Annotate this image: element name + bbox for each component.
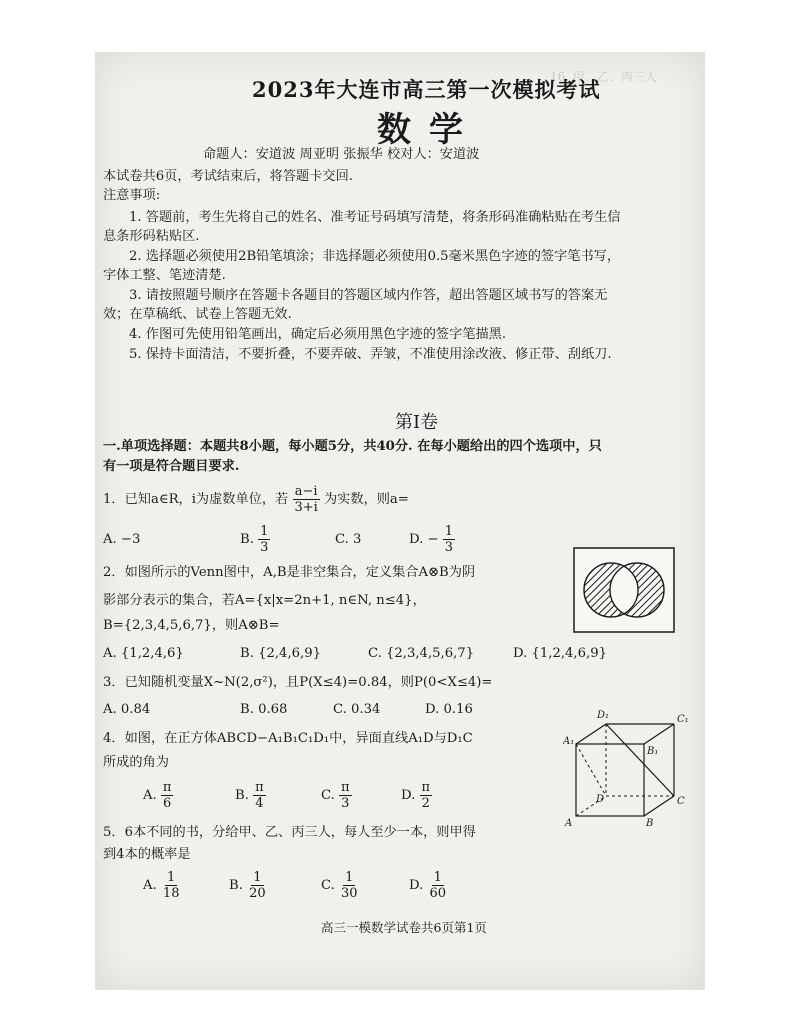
q4-option-a [143, 780, 173, 811]
q2-option-a: A. {1,2,4,6} [103, 646, 184, 661]
q4-option-b-frac [253, 780, 266, 811]
cube-label-c: C [677, 796, 685, 807]
notice-item-3b: 效；在草稿纸、试卷上答题无效. [103, 307, 292, 322]
notice-item-2b: 字体工整、笔迹清楚. [103, 268, 226, 283]
authors-line: 命题人：安道波 周亚明 张振华 校对人：安道波 [203, 147, 480, 162]
q4-option-b-den: 4 [255, 796, 264, 811]
notice-item-1a: 1. 答题前，考生先将自己的姓名、准考证号码填写清楚，将条形码准确粘贴在考生信 [129, 210, 621, 225]
q5-option-d-frac [428, 870, 449, 901]
venn-diagram [573, 547, 675, 633]
notice-heading: 注意事项: [103, 188, 161, 203]
exam-title: 2023年大连市高三第一次模拟考试 [252, 77, 601, 102]
cube-label-d: D [596, 794, 605, 805]
q4-option-c-num: π [341, 780, 350, 795]
q4-option-d-frac [420, 780, 433, 811]
q5-option-a-frac [161, 870, 182, 901]
q5-line2: 到4本的概率是 [103, 847, 191, 862]
q5-option-d-num: 1 [433, 870, 442, 885]
page-footer: 高三一模数学试卷共6页第1页 [321, 920, 487, 935]
q5-option-c [321, 870, 360, 901]
q5-option-d-den: 60 [429, 886, 447, 901]
q3-option-d: D. 0.16 [425, 702, 473, 717]
part1-line2: 有一项是符合题目要求. [103, 459, 240, 474]
q4-option-c-label: C. [321, 788, 335, 803]
q2-option-c: C. {2,3,4,5,6,7} [368, 646, 475, 661]
q4-option-c-frac [339, 780, 352, 811]
q2-option-b: B. {2,4,6,9} [240, 646, 321, 661]
q4-option-a-den: 6 [163, 796, 172, 811]
q5-option-a-label: A. [143, 878, 157, 893]
q4-option-c [321, 780, 352, 811]
bleed-through-text: 16. 甲、乙、丙三人 [550, 70, 657, 84]
q5-line1: 5．6本不同的书，分给甲、乙、丙三人，每人至少一本，则甲得 [103, 825, 476, 840]
q1-frac-den: 3+i [294, 500, 318, 515]
cube-label-c1: C₁ [677, 714, 689, 725]
cube-edge-bc [644, 796, 674, 816]
q4-option-b [235, 780, 266, 811]
q1-option-d-num: 1 [444, 524, 454, 539]
question-1 [103, 484, 409, 515]
q4-option-a-frac [161, 780, 174, 811]
q1-option-b-frac [258, 524, 270, 555]
q1-option-b-num: 1 [260, 524, 269, 539]
notice-item-4: 4. 作图可先使用铅笔画出，确定后必须用黑色字迹的签字笔描黑. [129, 327, 507, 342]
q4-option-b-num: π [255, 780, 264, 795]
q1-option-b-den: 3 [260, 540, 269, 555]
q5-option-b-label: B. [229, 878, 243, 893]
part1-line1: 一.单项选择题：本题共8小题，每小题5分，共40分. 在每小题给出的四个选项中，只 [103, 439, 602, 454]
q5-option-a-den: 18 [162, 886, 180, 901]
q1-option-c: C. 3 [335, 532, 362, 547]
cube-edge-b1c1 [644, 724, 674, 744]
q2-option-d: D. {1,2,4,6,9} [513, 646, 607, 661]
cube-label-a1: A₁ [563, 736, 575, 747]
q4-option-a-label: A. [143, 788, 157, 803]
q1-option-d [409, 524, 455, 555]
notice-item-2a: 2. 选择题必须使用2B铅笔填涂；非选择题必须使用0.5毫米黑色字迹的签字笔书写， [129, 249, 621, 264]
cube-line-d1c [606, 724, 674, 796]
q5-option-c-frac [339, 870, 360, 901]
q1-option-b-label: B. [240, 532, 254, 547]
q2-line3: B={2,3,4,5,6,7}，则A⊗B= [103, 618, 280, 633]
cube-label-a: A [565, 818, 573, 828]
q2-line2: 影部分表示的集合，若A={x|x=2n+1, n∈N, n≤4}， [103, 593, 426, 608]
q3-option-b: B. 0.68 [240, 702, 288, 717]
q5-option-c-num: 1 [345, 870, 354, 885]
subject-title: 数学 [377, 110, 481, 150]
q1-frac-num: a−i [294, 484, 318, 499]
q2-line1: 2．如图所示的Venn图中，A,B是非空集合，定义集合A⊗B为阴 [103, 565, 476, 580]
exam-paper [95, 52, 705, 990]
cube-front-face [576, 744, 644, 816]
q5-option-c-label: C. [321, 878, 335, 893]
q4-line2: 所成的角为 [103, 755, 169, 770]
q1-option-a: A. −3 [103, 532, 141, 547]
q1-option-b [240, 524, 270, 555]
notice-item-1b: 息条形码粘贴区. [103, 229, 200, 244]
q1-suffix: 为实数，则a= [323, 492, 409, 507]
q5-option-c-den: 30 [341, 886, 358, 901]
notice-item-3a: 3. 请按照题号顺序在答题卡各题目的答题区域内作答，超出答题区域书写的答案无 [129, 288, 608, 303]
q4-line1: 4．如图，在正方体ABCD−A₁B₁C₁D₁中，异面直线A₁D与D₁C [103, 731, 473, 746]
q4-option-d-label: D. [401, 788, 416, 803]
q4-option-d [401, 780, 432, 811]
cube-label-b1: B₁ [647, 746, 659, 757]
section-title: 第Ⅰ卷 [395, 412, 439, 433]
q1-prefix: 1．已知a∈R，i为虚数单位，若 [103, 492, 289, 507]
q5-option-b-num: 1 [253, 870, 262, 885]
q5-option-a [143, 870, 181, 901]
notice-intro: 本试卷共6页，考试结束后，将答题卡交回. [103, 169, 353, 184]
q1-option-d-den: 3 [444, 540, 454, 555]
notice-item-5: 5. 保持卡面清洁，不要折叠，不要弄破、弄皱，不准使用涂改液、修正带、刮纸刀. [129, 347, 612, 362]
q3-line1: 3．已知随机变量X~N(2,σ²)，且P(X≤4)=0.84，则P(0<X≤4)= [103, 675, 493, 690]
q1-option-d-frac [443, 524, 455, 555]
cube-line-a1d [576, 744, 606, 796]
q4-option-d-den: 2 [421, 796, 430, 811]
q5-option-a-num: 1 [167, 870, 176, 885]
q1-option-d-label: D. − [409, 532, 439, 547]
q5-option-d-label: D. [409, 878, 424, 893]
q4-option-a-num: π [162, 780, 172, 795]
q4-option-c-den: 3 [341, 796, 350, 811]
q4-option-b-label: B. [235, 788, 249, 803]
q5-option-b [229, 870, 268, 901]
q5-option-d [409, 870, 448, 901]
q5-option-b-frac [247, 870, 268, 901]
q5-option-b-den: 20 [249, 886, 266, 901]
cube-diagram [563, 704, 695, 828]
q1-fraction [292, 484, 319, 515]
cube-label-b: B [646, 818, 654, 828]
q4-option-d-num: π [421, 780, 431, 795]
cube-edge-a1d1 [576, 724, 606, 744]
cube-label-d1: D₁ [597, 710, 610, 721]
q3-option-a: A. 0.84 [103, 702, 151, 717]
q3-option-c: C. 0.34 [333, 702, 381, 717]
